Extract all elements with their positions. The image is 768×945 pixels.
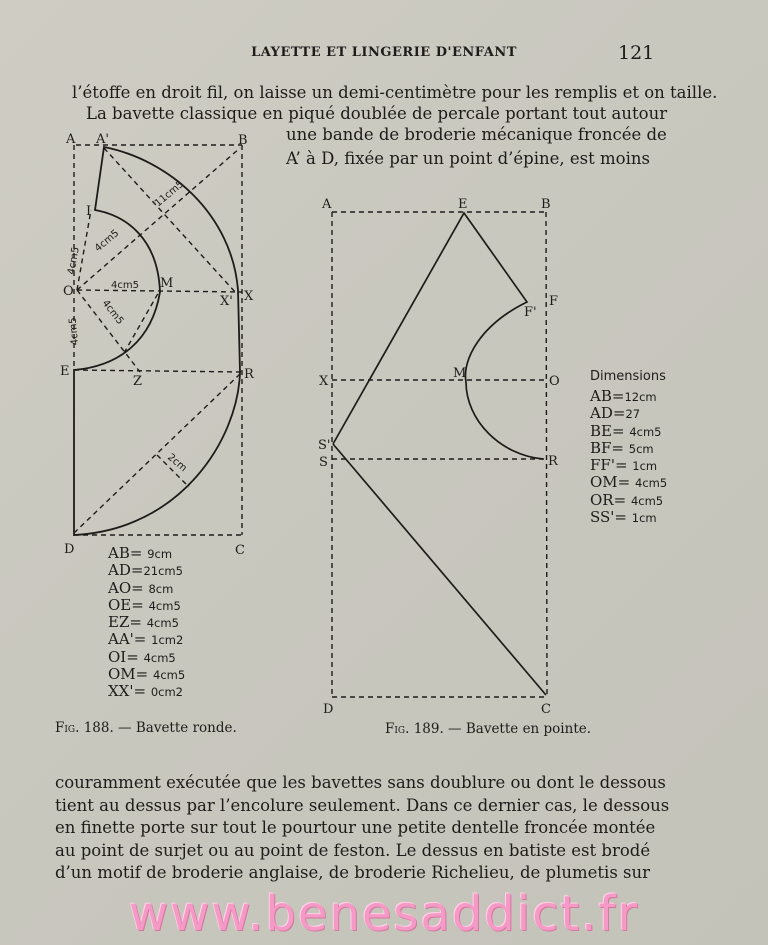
fig189-outline bbox=[333, 213, 546, 695]
fig188-label-Z: Z bbox=[133, 374, 143, 389]
dimension-row: AD=21cm5 bbox=[108, 561, 183, 580]
body-text-line: A’ à D, fixée par un point d’épine, est moins bbox=[286, 149, 650, 168]
dimension-row: AB= 9cm bbox=[108, 544, 173, 562]
fig189-line-BC bbox=[546, 212, 547, 697]
dimension-row: AO= 8cm bbox=[108, 578, 174, 597]
dimension-row: OE= 4cm5 bbox=[108, 595, 181, 614]
fig188-label-X: X bbox=[244, 289, 254, 304]
running-head: LAYETTE ET LINGERIE D'ENFANT bbox=[251, 45, 517, 60]
fig188-label-A1: A' bbox=[96, 132, 109, 147]
fig188-measure-OI: 4cm5 bbox=[66, 246, 82, 276]
body-text-line: couramment exécutée que les bavettes sans doublure ou dont le dessous bbox=[55, 773, 666, 792]
fig189-label-R: R bbox=[548, 454, 558, 469]
body-text-line: en finette porte sur tout le pourtour une petite dentelle froncée montée bbox=[55, 818, 656, 837]
fig189-label-B: B bbox=[541, 197, 551, 212]
dimension-row: OM= 4cm5 bbox=[590, 473, 668, 492]
dimension-row: AD=27 bbox=[590, 404, 641, 423]
fig188-label-I: I bbox=[86, 204, 92, 219]
dimension-row: OI= 4cm5 bbox=[108, 647, 176, 666]
fig188-measure-OM: 4cm5 bbox=[111, 280, 139, 291]
fig188-label-O: O bbox=[63, 284, 74, 299]
body-text-line: La bavette classique en piqué doublée de percale portant tout autour bbox=[86, 104, 668, 123]
body-text-line: d’un motif de broderie anglaise, de broderie Richelieu, de plumetis sur bbox=[55, 863, 651, 882]
body-text-line: l’étoffe en droit fil, on laisse un demi-centimètre pour les remplis et on taille. bbox=[72, 83, 718, 102]
fig188-label-R: R bbox=[244, 367, 254, 382]
fig188-label-A: A bbox=[66, 132, 76, 147]
fig189-point-labels bbox=[318, 197, 560, 717]
page-number: 121 bbox=[618, 42, 655, 64]
figure-188-caption: Fig. 188. — Bavette ronde. bbox=[55, 720, 237, 736]
fig189-label-D: D bbox=[323, 702, 334, 717]
dimension-row: XX'= 0cm2 bbox=[108, 682, 184, 701]
watermark: www.benesaddict.fr bbox=[128, 886, 640, 942]
fig188-label-D: D bbox=[64, 542, 75, 557]
fig189-label-S1: S' bbox=[318, 438, 331, 453]
dimension-row: AB=12cm bbox=[590, 387, 657, 405]
body-text-bottom bbox=[55, 772, 675, 885]
figure-189-caption: Fig. 189. — Bavette en pointe. bbox=[385, 721, 592, 737]
fig188-label-X1: X' bbox=[220, 294, 233, 309]
body-text-line: au point de surjet ou au point de feston. Le dessus en batiste est brodé bbox=[55, 840, 651, 860]
fig189-label-F: F bbox=[549, 294, 559, 309]
dimension-row: OR= 4cm5 bbox=[590, 490, 664, 509]
dimension-row: EZ= 4cm5 bbox=[108, 613, 179, 632]
fig189-label-F1: F' bbox=[524, 305, 537, 320]
fig188-measure-OB: 4cm5 bbox=[92, 227, 122, 255]
fig189-label-O: O bbox=[549, 374, 560, 389]
fig189-dimensions bbox=[590, 388, 667, 526]
fig188-measure-OE: 4cm5 bbox=[67, 316, 81, 346]
fig188-label-C: C bbox=[235, 543, 245, 558]
fig188-measure-arc: 11cm5 bbox=[152, 178, 187, 210]
fig189-label-X: X bbox=[319, 374, 329, 389]
fig188-label-M: M bbox=[160, 276, 174, 291]
fig188-label-E: E bbox=[60, 364, 70, 379]
fig188-measure-2cm: 2cm bbox=[165, 451, 189, 475]
dimension-row: OM= 4cm5 bbox=[108, 665, 186, 684]
body-text-line: tient au dessus par l’encolure seulement. Dans ce dernier cas, le dessous bbox=[55, 795, 670, 815]
fig188-measure-OZ: 4cm5 bbox=[99, 298, 126, 327]
fig189-label-C: C bbox=[541, 702, 551, 717]
fig189-label-S: S bbox=[319, 455, 328, 470]
fig189-label-M: M bbox=[453, 366, 467, 381]
fig189-label-E: E bbox=[458, 197, 468, 212]
body-text-line: une bande de broderie mécanique froncée de bbox=[286, 125, 667, 144]
fig189-label-A: A bbox=[322, 197, 332, 212]
fig188-label-B: B bbox=[238, 133, 248, 148]
fig189-dimensions-title: Dimensions bbox=[590, 369, 666, 384]
dimension-row: SS'= 1cm bbox=[590, 508, 657, 527]
dimension-row: BF= 5cm bbox=[590, 438, 654, 457]
dimension-row: AA'= 1cm2 bbox=[108, 630, 184, 649]
dimension-row: FF'= 1cm bbox=[590, 456, 658, 475]
fig189-outline-path bbox=[333, 213, 546, 695]
dimension-row: BE= 4cm5 bbox=[590, 421, 662, 440]
